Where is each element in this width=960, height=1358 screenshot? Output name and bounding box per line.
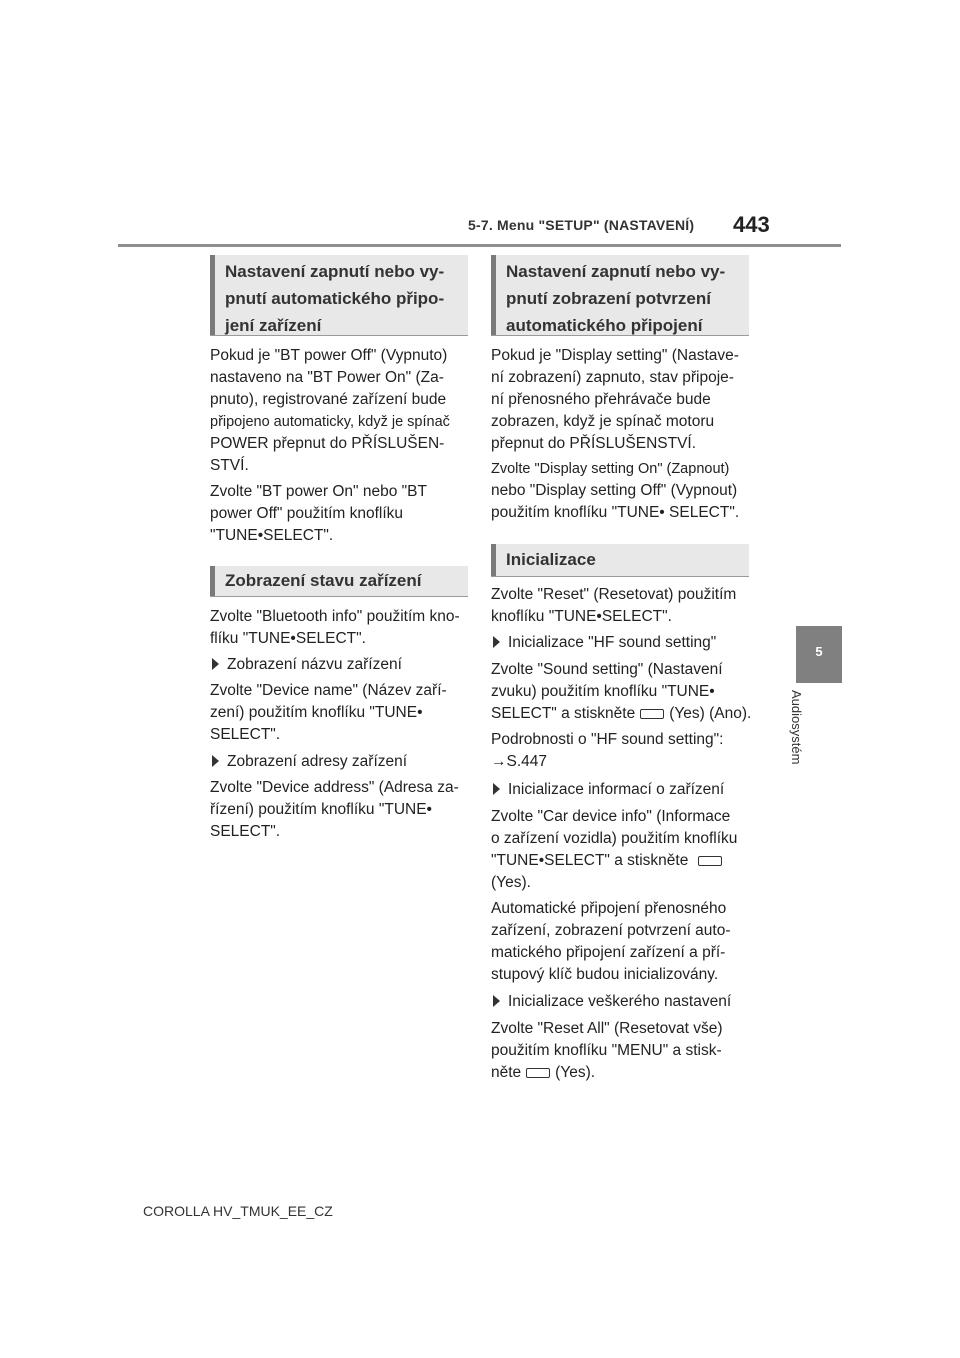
text-line: flíku "TUNE•SELECT".	[210, 630, 366, 647]
text-line: Podrobnosti o "HF sound setting":	[491, 731, 724, 748]
paragraph-select-display-setting	[491, 458, 739, 524]
heading-line: Nastavení zapnutí nebo vy-	[225, 262, 445, 281]
paragraph-reset-all	[491, 1018, 723, 1084]
text-line: přepnut do PŘÍSLUŠENSTVÍ.	[491, 435, 697, 452]
bullet-hf-sound	[493, 632, 716, 654]
heading-initialization	[491, 544, 749, 576]
text-segment: SELECT" a stiskněte	[491, 705, 636, 722]
paragraph-sound-setting	[491, 659, 751, 725]
text-line: STVÍ.	[210, 457, 249, 474]
paragraph-reset	[491, 584, 736, 628]
text-line: ní přenosného přehrávače bude	[491, 391, 711, 408]
text-line: knoflíku "TUNE•SELECT".	[491, 608, 672, 625]
heading-line: Zobrazení stavu zařízení	[225, 571, 422, 590]
text-line: Automatické připojení přenosného	[491, 900, 727, 917]
bullet-device-address	[212, 751, 407, 773]
text-line	[491, 703, 751, 725]
heading-line: pnutí automatického připo-	[225, 289, 445, 308]
heading-underline	[210, 596, 468, 597]
button-icon	[640, 709, 664, 719]
text-line: pnuto), registrované zařízení bude	[210, 391, 447, 408]
text-line: zobrazen, když je spínač motoru	[491, 413, 715, 430]
text-line: použitím knoflíku "TUNE• SELECT".	[491, 504, 740, 521]
triangle-bullet-icon	[493, 783, 500, 795]
text-line: Pokud je "BT power Off" (Vypnuto)	[210, 347, 448, 364]
text-line: Pokud je "Display setting" (Nastave-	[491, 347, 739, 364]
text-line	[491, 850, 737, 872]
text-line: "TUNE•SELECT".	[210, 527, 334, 544]
button-icon	[698, 856, 722, 866]
text-line: Zvolte "Display setting On" (Zapnout)	[491, 461, 730, 477]
text-line: stupový klíč budou inicializovány.	[491, 966, 719, 983]
text-segment: (Yes).	[555, 1064, 596, 1081]
paragraph-initialized-items	[491, 898, 731, 986]
heading-device-status	[210, 566, 468, 596]
heading-line: Nastavení zapnutí nebo vy-	[506, 262, 726, 281]
text-line: matického připojení zařízení a pří-	[491, 944, 726, 961]
text-line: nebo "Display setting Off" (Vypnout)	[491, 482, 738, 499]
paragraph-device-name	[210, 680, 447, 746]
text-line: SELECT".	[210, 823, 281, 840]
text-line: Zvolte "Sound setting" (Nastavení	[491, 661, 723, 678]
page-number: 443	[733, 212, 770, 237]
footer-model-code: COROLLA HV_TMUK_EE_CZ	[143, 1203, 333, 1219]
text-line: ní zobrazení) zapnuto, stav připoje-	[491, 369, 734, 386]
paragraph-bt-power	[210, 345, 450, 477]
triangle-bullet-icon	[493, 995, 500, 1007]
bullet-device-name	[212, 654, 402, 676]
button-icon	[526, 1068, 550, 1078]
text-line: Zvolte "BT power On" nebo "BT	[210, 483, 427, 500]
text-line: POWER přepnut do PŘÍSLUŠEN-	[210, 435, 445, 452]
text-line: Zvolte "Bluetooth info" použitím kno-	[210, 608, 460, 625]
chapter-number: 5	[815, 644, 823, 659]
heading-auto-connect	[210, 255, 468, 335]
text-line: nastaveno na "BT Power On" (Za-	[210, 369, 444, 386]
triangle-bullet-icon	[493, 636, 500, 648]
heading-underline	[491, 576, 749, 577]
bullet-text: Zobrazení názvu zařízení	[227, 656, 402, 673]
heading-underline	[491, 335, 749, 336]
text-segment: (Yes) (Ano).	[669, 705, 752, 722]
text-line: Zvolte "Device name" (Název zaří-	[210, 682, 447, 699]
text-line: řízení) použitím knoflíku "TUNE•	[210, 801, 432, 818]
heading-line: automatického připojení	[506, 316, 703, 335]
text-line: SELECT".	[210, 726, 281, 743]
bullet-text: Inicializace informací o zařízení	[508, 781, 725, 798]
bullet-text: Inicializace veškerého nastavení	[508, 993, 732, 1010]
text-line: o zařízení vozidla) použitím knoflíku	[491, 830, 738, 847]
heading-line: Inicializace	[506, 550, 596, 569]
text-line: zařízení, zobrazení potvrzení auto-	[491, 922, 731, 939]
section-title: 5-7. Menu "SETUP" (NASTAVENÍ)	[468, 217, 695, 233]
bullet-text: Zobrazení adresy zařízení	[227, 753, 408, 770]
page-reference: →S.447	[491, 753, 548, 770]
text-line: zení) použitím knoflíku "TUNE•	[210, 704, 423, 721]
bullet-reset-all	[493, 991, 731, 1013]
text-line: Zvolte "Device address" (Adresa za-	[210, 779, 459, 796]
chapter-label: Audiosystém	[789, 690, 804, 765]
paragraph-display-setting	[491, 345, 739, 455]
heading-underline	[210, 335, 468, 336]
paragraph-device-address	[210, 777, 459, 843]
bullet-device-info	[493, 779, 724, 801]
text-line	[491, 1062, 723, 1084]
text-line: Zvolte "Reset" (Resetovat) použitím	[491, 586, 737, 603]
text-line: Zvolte "Reset All" (Resetovat vše)	[491, 1020, 723, 1037]
heading-line: pnutí zobrazení potvrzení	[506, 289, 711, 308]
triangle-bullet-icon	[212, 755, 219, 767]
text-line: zvuku) použitím knoflíku "TUNE•	[491, 683, 715, 700]
heading-line: jení zařízení	[225, 316, 322, 335]
paragraph-hf-details	[491, 729, 723, 773]
text-line: (Yes).	[491, 874, 531, 891]
text-line: Zvolte "Car device info" (Informace	[491, 808, 731, 825]
text-segment: "TUNE•SELECT" a stiskněte	[491, 852, 689, 869]
triangle-bullet-icon	[212, 658, 219, 670]
text-line: připojeno automaticky, když je spínač	[210, 414, 450, 430]
heading-connect-confirmation	[491, 255, 749, 335]
paragraph-car-device-info	[491, 806, 737, 894]
text-segment: něte	[491, 1064, 522, 1081]
header-rule	[118, 244, 841, 247]
text-line: použitím knoflíku "MENU" a stisk-	[491, 1042, 722, 1059]
paragraph-bluetooth-info	[210, 606, 460, 650]
text-line: power Off" použitím knoflíku	[210, 505, 404, 522]
paragraph-select-bt-power	[210, 481, 427, 547]
bullet-text: Inicializace "HF sound setting"	[508, 634, 717, 651]
